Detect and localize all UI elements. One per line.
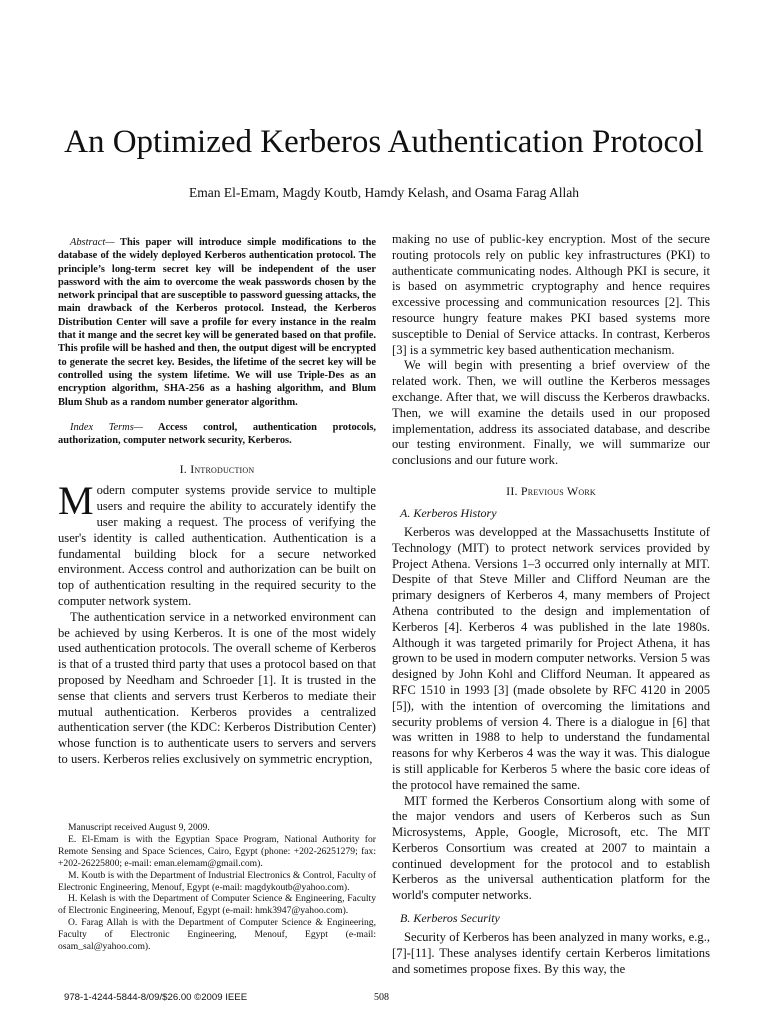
- paragraph-continued: making no use of public-key encryption. Most of the secure routing protocols rely on public key infrastructures (PKI) to authenticate communicating nodes. Although PKI is secure, it is based on asymmetric cryptography and hence requires excessive processing and communication resources [2]. This resource hungry feature makes PKI based systems more susceptible to Denial of Service attacks. In contrast, Kerberos [3] is a symmetric key based authentication mechanism.: [392, 232, 710, 357]
- index-terms: [58, 421, 376, 448]
- footnote: O. Farag Allah is with the Department of Computer Science & Engineering, Faculty of Electronic Engineering, Menouf, Egypt (e-mail: osam_sal@yahoo.com).: [58, 917, 376, 953]
- abstract: [58, 236, 376, 409]
- paragraph-security-1: Security of Kerberos has been analyzed in many works, e.g., [7]-[11]. These analyses identify certain Kerberos limitations and sometimes propose fixes. By this way, the: [392, 930, 710, 976]
- intro-paragraph-1: [58, 478, 376, 609]
- paper-title: An Optimized Kerberos Authentication Protocol: [64, 124, 704, 160]
- footnote: H. Kelash is with the Department of Computer Science & Engineering, Faculty of Electronic Engineering, Menouf, Egypt (e-mail: hmk3947@yahoo.com).: [58, 893, 376, 917]
- index-terms-text: Access control, authentication protocols, authorization, computer network security, Kerberos.: [58, 421, 376, 447]
- intro-paragraph-1-text: odern computer systems provide service to multiple users and require the ability to accurately identify the user making a request. The process of verifying the user's identity is called authentication. Authentication is a fundamental building block for a secure networked environment. Access control and authorization can be built on top of authentication resulting in the required security to the computer network system.: [58, 483, 376, 609]
- paragraph-outline: We will begin with presenting a brief overview of the related work. Then, we will outline the Kerberos messages exchange. After that, we will discuss the Kerberos drawbacks. Then, we will examine the details used in our proposed implementation, address its associated database, and describe our testing environment. Finally, we will summarize our conclusions and our future work.: [392, 358, 710, 468]
- section-heading-previous-work: II. Previous Work: [506, 483, 596, 498]
- abstract-label: Abstract—: [70, 237, 115, 248]
- intro-paragraph-2: The authentication service in a networked environment can be achieved by using Kerberos. It is one of the most widely used authentication protocols. The overall scheme of Kerberos is that of a trusted third party that uses a protocol based on that proposed by Needham and Schroeder [1]. It is trusted in the sense that clients and servers trust Kerberos to mediate their mutual authentication. Kerberos provides a centralized authentication server (the KDC: Kerberos Distribution Center) whose function is to authenticate users to servers and servers to users. Kerberos relies exclusively on symmetric encryption,: [58, 609, 376, 766]
- subsection-heading-kerberos-security: B. Kerberos Security: [400, 911, 500, 926]
- abstract-text: This paper will introduce simple modifications to the database of the widely deployed Kerberos authentication protocol. The principle’s long-term secret key will be independent of the user password with the aim to overcome the weak passwords chosen by the network principal that are susceptible to password guessing attacks, the main drawback of the Kerberos protocol. Instead, the Kerberos Distribution Center will save a profile for every instance in the realm that it mange and the secret key will be generated based on that profile. This profile will be hashed and then, the output digest will be encrypted to generate the secret key. Besides, the lifetime of the secret key will be controlled using the system lifetime. We will use Triple-Des as an encryption algorithm, SHA-256 as a hashing algorithm, and Blum Blum Shub as a random number generator algorithm.: [58, 237, 376, 408]
- footnote: Manuscript received August 9, 2009.: [68, 822, 210, 833]
- footnote: E. El-Emam is with the Egyptian Space Program, National Authority for Remote Sensing and Space Sciences, Cairo, Egypt (phone: +202-26251279; fax: +202-26225800; e-mail: eman.elemam@gmail.com).: [58, 833, 376, 869]
- left-column: [58, 232, 376, 768]
- section-heading-introduction: I. Introduction: [179, 462, 255, 477]
- right-column: [392, 232, 710, 977]
- footnotes: [58, 822, 376, 953]
- paragraph-history-2: MIT formed the Kerberos Consortium along with some of the major vendors and users of Kerberos such as Sun Microsystems, Apple, Google, Microsoft, etc. The MIT Kerberos Consortium was created at 2007 to maintain a continued development for the protocol and to establish Kerberos as the universal authentication platform for the world's computer networks.: [392, 793, 710, 903]
- subsection-heading-kerberos-history: A. Kerberos History: [400, 505, 497, 520]
- index-terms-label: Index Terms—: [70, 421, 143, 433]
- page-number: 508: [374, 992, 389, 1003]
- isbn-copyright: 978-1-4244-5844-8/09/$26.00 ©2009 IEEE: [64, 992, 248, 1003]
- author-list: Eman El-Emam, Magdy Koutb, Hamdy Kelash, and Osama Farag Allah: [189, 185, 579, 200]
- drop-cap: M: [58, 478, 94, 524]
- paragraph-history-1: Kerberos was developped at the Massachusetts Institute of Technology (MIT) to protect network services provided by Project Athena. Versions 1–3 occurred only internally at MIT. Despite of that Steve Miller and Clifford Neuman are the primary designers of Kerberos 4, many members of Project Athena contributed to the design and implementation of Kerberos [4]. Kerberos 4 was published in the late 1980s. Although it was targeted primarily for Project Athena, it has grown to be used in modern computer networks. Version 5 was designed by John Kohl and Clifford Neuman. It appeared as RFC 1510 in 1993 [3] (made obsolete by RFC 4120 in 2005 [5]), with the intention of overcoming the limitations and security problems of version 4. There is a dialogue in [6] that was written in 1988 to help to understand the fundamental reasons for why Kerberos 4 was the way it was. This dialogue is still applicable for Kerberos 5 where the basic core ideas of the protocol have remained the same.: [392, 524, 710, 792]
- footnote: M. Koutb is with the Department of Industrial Electronics & Control, Faculty of Electronic Engineering, Menouf, Egypt (e-mail: magdykoutb@yahoo.com).: [58, 869, 377, 893]
